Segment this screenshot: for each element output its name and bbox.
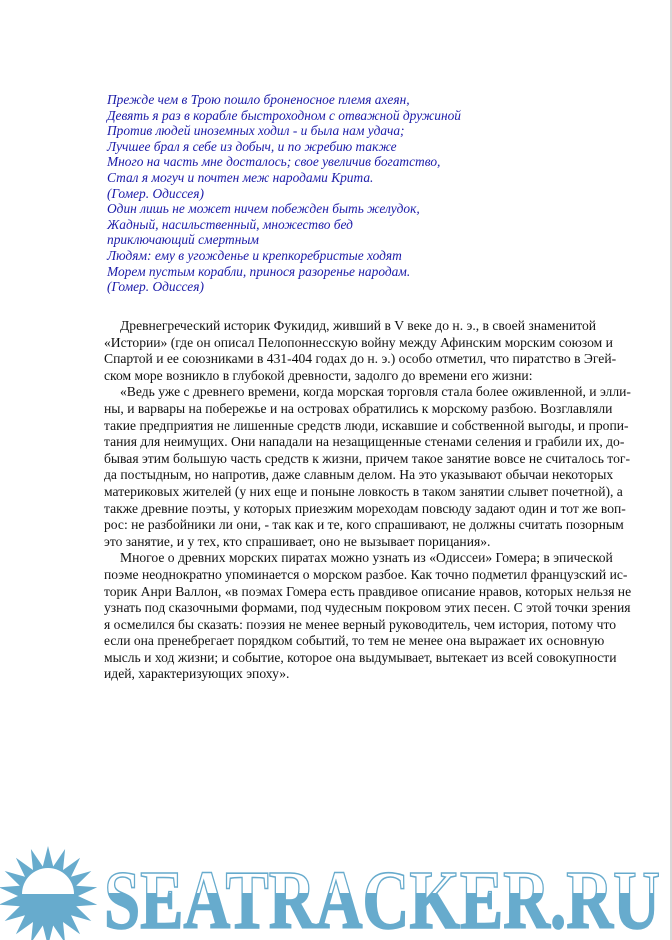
epigraph-line: Прежде чем в Трою пошло броненосное племя ахеян, [107,92,410,107]
paragraph-line: узнать под сказочными формами, под чудесным покровом этих песен. С этой точки зрения [104,600,631,616]
paragraph-line: «Ведь уже с древнего времени, когда морская торговля стала более оживленной, и элли- [120,384,631,400]
paragraph-line: если она пренебрегает порядком событий, то тем не менее она выражает их основную [104,633,605,649]
paragraph-line: я осмелился бы сказать: поэзия не менее верный руководитель, чем история, потому что [104,616,617,632]
paragraph [104,384,631,550]
epigraph-line: Людям: ему в угожденье и крепкоребристые ходят [107,247,402,263]
paragraph-line: рос: не разбойники ли они, - так как и те, кого спрашивают, не должны считать позорным [104,517,624,533]
paragraph-line: Спартой и ее союзниками в 431-404 годах до н. э.) особо отметил, что пиратство в Эгей- [104,351,617,367]
epigraph-line: Девять я раз в корабле быстроходном с отважной дружиной [107,107,461,123]
paragraph-line: также древние поэты, у которых приезжим мореходам повсюду задают один и тот же воп- [104,500,626,516]
epigraph-line: Лучшее брал я себе из добыч, и по жребию также [107,138,397,154]
epigraph-line: Морем пустым корабли, принося разоренье народам. [107,263,411,279]
paragraph-line: материковых жителей (у них еще и поныне ловкость в таком занятии слывет почетной), а [104,483,623,499]
body-text [104,318,632,683]
sun-icon [0,846,97,940]
epigraph-line: приключающий смертным [107,232,259,248]
paragraph-line: это занятие, и у тех, кто спрашивает, оно не вызывает порицания». [104,533,491,549]
paragraph-line: тания для неимущих. Они нападали на незащищенные стенами селения и грабили их, до- [104,434,625,450]
paragraph-line: такие предприятия не лишенные средств люди, искавшие и собственной выгоды, и пропи- [104,417,629,433]
paragraph-line: бывая этим большую часть средств к жизни, причем такое занятие вовсе не считалось тог- [104,450,630,466]
watermark-text: SEATRACKER.RU [104,854,660,940]
epigraph-line: Против людей иноземных ходил - и была нам удача; [107,123,405,139]
epigraph-line: Много на часть мне досталось; свое увеличив богатство, [107,154,441,170]
paragraph-line: ском море возникло в глубокой древности, задолго до времени его жизни: [104,367,533,383]
epigraph-line: (Гомер. Одиссея) [107,279,204,295]
paragraph-line: мысль и ход жизни; и событие, которое она выдумывает, вытекает из всей совокупности [104,649,617,665]
paragraph-line: идей, характеризующих эпоху». [104,666,290,682]
paragraph [104,550,632,683]
paragraph-line: Многое о древних морских пиратах можно узнать из «Одиссеи» Гомера; в эпической [120,550,613,566]
epigraph-line: Жадный, насильственный, множество бед [107,216,353,232]
paragraph-line: «Истории» (где он описал Пелопоннесскую войну между Афинским морским союзом и [104,334,613,350]
paragraph-line: ны, и варвары на побережье и на островах обратились к морскому разбою. Возглавляли [104,400,613,416]
epigraph [107,92,461,295]
epigraph-line: Стал я могуч и почтен меж народами Крита. [107,169,374,185]
paragraph-line: поэме неоднократно упоминается о морском разбое. Как точно подметил французский ис- [104,566,628,582]
paragraph-line: торик Анри Валлон, «в поэмах Гомера есть правдивое описание нравов, которых нельзя не [104,583,632,599]
epigraph-line: (Гомер. Одиссея) [107,185,204,201]
seatracker-logo [0,840,672,940]
paragraph-line: Древнегреческий историк Фукидид, живший в V веке до н. э., в своей знаменитой [120,318,597,333]
epigraph-line: Один лишь не может ничем побежден быть желудок, [107,201,420,217]
paragraph-line: да постыдным, но напротив, даже славным делом. На это указывают обычаи некоторых [104,467,614,483]
paragraph [104,318,617,384]
